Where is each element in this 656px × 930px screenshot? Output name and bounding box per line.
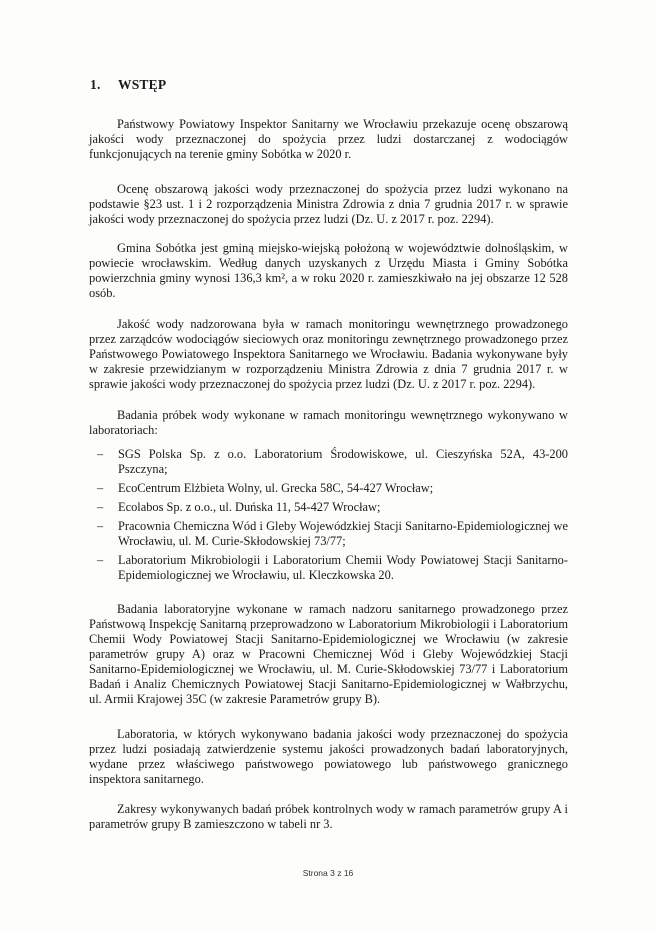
list-dash: – (97, 481, 104, 495)
list-dash: – (97, 500, 104, 514)
list-item (89, 481, 568, 496)
section-title: WSTĘP (118, 77, 167, 92)
list-dash: – (97, 447, 104, 461)
section-heading (90, 77, 166, 92)
list-item-text: EcoCentrum Elżbieta Wolny, ul. Grecka 58C, 54-427 Wrocław; (118, 481, 434, 495)
list-item (89, 500, 568, 515)
paragraph-legal-basis: Ocenę obszarową jakości wody przeznaczonej do spożycia przez ludzi wykonano na podstawie §23 ust. 1 i 2 rozporządzenia Ministra Zdrowia z dnia 7 grudnia 2017 r. w sprawie jakości wody przeznaczonej do spożycia przez ludzi (Dz. U. z 2017 r. poz. 2294). (89, 182, 568, 226)
list-item (89, 553, 568, 583)
page-number: Strona 3 z 16 (302, 868, 354, 878)
list-item (89, 447, 568, 477)
laboratories-list (89, 447, 568, 587)
list-item (89, 519, 568, 549)
list-dash: – (97, 553, 104, 567)
paragraph-intro: Państwowy Powiatowy Inspektor Sanitarny we Wrocławiu przekazuje ocenę obszarową jakości wody przeznaczonej do spożycia przez ludzi dostarczanej z wodociągów funkcjonujących na terenie gminy Sobótka w 2020 r. (89, 117, 568, 161)
list-item-text: Pracownia Chemiczna Wód i Gleby Wojewódzkiej Stacji Sanitarno-Epidemiologicznej we Wrocławiu, ul. M. Curie-Skłodowskiej 73/77; (118, 519, 568, 548)
paragraph-labs-intro: Badania próbek wody wykonane w ramach monitoringu wewnętrznego wykonywano w laboratoriach: (89, 408, 568, 437)
list-dash: – (97, 519, 104, 533)
list-item-text: Laboratorium Mikrobiologii i Laboratorium Chemii Wody Powiatowej Stacji Sanitarno-Epidemiologicznej we Wrocławiu, ul. Kleczkowska 20. (118, 553, 568, 582)
paragraph-lab-approval: Laboratoria, w których wykonywano badania jakości wody przeznaczonej do spożycia przez ludzi posiadają zatwierdzenie systemu jakości prowadzonych badań laboratoryjnych, wydane przez właściwego państwowego powiatowego lub państwowego granicznego inspektora sanitarnego. (89, 727, 568, 786)
section-number: 1. (90, 77, 101, 92)
paragraph-monitoring: Jakość wody nadzorowana była w ramach monitoringu wewnętrznego prowadzonego przez zarządców wodociągów sieciowych oraz monitoringu zewnętrznego prowadzonego przez Państwowego Powiatowego Inspektora Sanitarnego we Wrocławiu. Badania wykonywane były w zakresie przewidzianym w rozporządzeniu Ministra Zdrowia z dnia 7 grudnia 2017 r. w sprawie jakości wody przeznaczonej do spożycia przez ludzi (Dz. U. z 2017 r. poz. 2294). (89, 317, 568, 391)
list-item-text: Ecolabos Sp. z o.o., ul. Duńska 11, 54-427 Wrocław; (118, 500, 381, 514)
paragraph-sanitary-supervision: Badania laboratoryjne wykonane w ramach nadzoru sanitarnego prowadzonego przez Państwową Inspekcję Sanitarną przeprowadzono w Laboratorium Mikrobiologii i Laboratorium Chemii Wody Powiatowej Stacji Sanitarno-Epidemiologicznej we Wrocławiu (w zakresie parametrów grupy A) oraz w Pracowni Chemicznej Wód i Gleby Wojewódzkiej Stacji Sanitarno-Epidemiologicznej we Wrocławiu, ul. M. Curie-Skłodowskiej 73/77 i Laboratorium Badań i Analiz Chemicznych Powiatowej Stacji Sanitarno-Epidemiologicznej w Wałbrzychu, ul. Armii Krajowej 35C (w zakresie Parametrów grupy B). (89, 602, 568, 706)
paragraph-gmina-info: Gmina Sobótka jest gminą miejsko-wiejską położoną w województwie dolnośląskim, w powiecie wrocławskim. Według danych uzyskanych z Urzędu Miasta i Gminy Sobótka powierzchnia gminy wynosi 136,3 km², a w roku 2020 r. zamieszkiwało na jej obszarze 12 528 osób. (89, 241, 568, 300)
paragraph-test-scope: Zakresy wykonywanych badań próbek kontrolnych wody w ramach parametrów grupy A i parametrów grupy B zamieszczono w tabeli nr 3. (89, 802, 568, 831)
list-item-text: SGS Polska Sp. z o.o. Laboratorium Środowiskowe, ul. Cieszyńska 52A, 43-200 Pszczyna; (118, 447, 568, 476)
